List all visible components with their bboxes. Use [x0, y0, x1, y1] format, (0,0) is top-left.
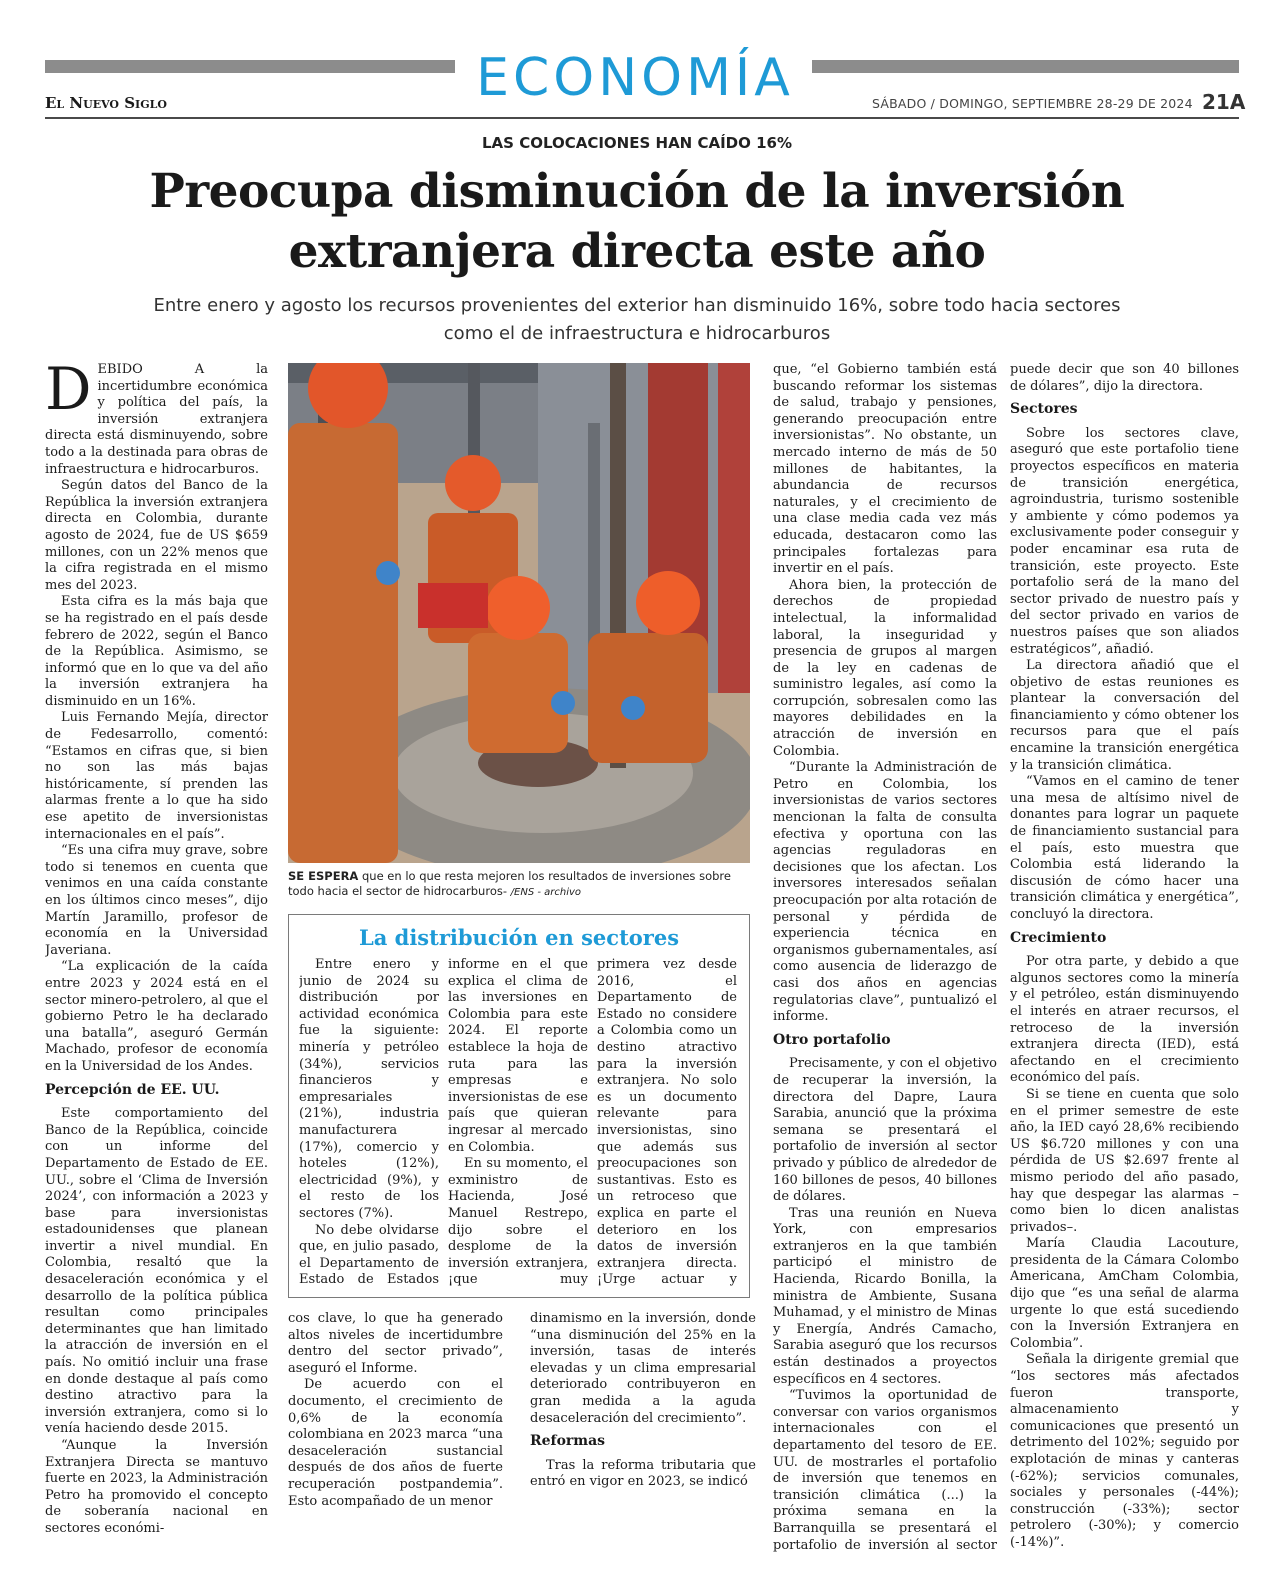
article-column-4: [1010, 362, 1239, 1552]
paragraph: “Vamos en el camino de tener una mesa de altísimo nivel de donantes para lograr un paquete de financiamiento sustancial para el país, esto muestra que Colombia está liderando la discusión de cómo hacer una transición climática y energética”, concluyó la directora.: [1010, 774, 1239, 922]
paragraph: “La explicación de la caída entre 2023 y 2024 está en el sector minero-petrolero, al que el gobierno Petro le ha declarado una batalla”, aseguró Germán Machado, profesor de economía en la Universidad de los Andes.: [45, 959, 268, 1074]
subheading: Sectores: [1010, 401, 1078, 418]
page-number: 21A: [1202, 90, 1246, 114]
header-divider: [45, 117, 1239, 119]
subheading: Crecimiento: [1010, 929, 1107, 946]
paragraph: Esta cifra es la más baja que se ha registrado en el país desde febrero de 2022, según el Banco de la República. Asimismo, se informó que en lo que va del año la inversión extranjera ha disminuido en un 16%.: [45, 594, 268, 709]
paragraph: Precisamente, y con el objetivo de recuperar la inversión, la directora del Dapre, Laura Sarabia, anunció que la próxima semana se presentará el portafolio de inversión al sector privado y público de alrededor de 160 billones de pesos, 40 billones de dólares.: [773, 1056, 997, 1205]
paragraph: Señala la dirigente gremial que “los sectores más afectados fueron transporte, almacenamiento y comunicaciones que presentó un detrimento del 102%; seguido por explotación de minas y canteras (-62%); servicios comunales, sociales y personales (-44%); construcción (-33%); sector petrolero (-30%); y comercio (-14%)”.: [1010, 1352, 1239, 1550]
box-column-2: informe en el que explica el clima de las inversiones en Colombia para este 2024. El reporte establece la hoja de ruta para las empresas e inversionistas de ese país que quieran ingresar al mercado en Colombia. En su momento, el exministro de Hacienda, José Manuel Restrepo, dijo sobre el desplome de la inversión extranjera, ¡que muy: [448, 957, 588, 1287]
paragraph: Según datos del Banco de la República la inversión extranjera directa en Colombia, durante agosto de 2024, fue de US $659 millones, con un 22% menos que la cifra registrada en el mismo mes del 2023.: [45, 478, 268, 593]
paragraph: Luis Fernando Mejía, director de Fedesarrollo, comentó: “Estamos en cifras que, si bien no son las más bajas históricamente, sí prenden las alarmas frente a lo que ha sido ese apetito de inversionistas internacionales en el país”.: [45, 710, 268, 842]
paragraph: Tras una reunión en Nueva York, con empresarios extranjeros en la que también participó el ministro de Hacienda, Ricardo Bonilla, la ministra de Ambiente, Susana Muhamad, y el ministro de Minas y Energía, Andrés Camacho, Sarabia aseguró que los recursos están destinados a proyectos específicos en 4 sectores.: [773, 1205, 997, 1387]
paragraph: que, “el Gobierno también está buscando reformar los sistemas de salud, trabajo y pensiones, generando preocupación entre inversionistas”. No obstante, un mercado interno de más de 50 millones de habitantes, la abundancia de recursos naturales, y el crecimiento de una clase media cada vez más educada, destacaron como las principales fortalezas para invertir en el país.: [773, 362, 997, 577]
paragraph: Por otra parte, y debido a que algunos sectores como la minería y el petróleo, están disminuyendo el interés en atraer recursos, el retroceso de la inversión extranjera directa (IED), está afectando en el crecimiento económico del país.: [1010, 954, 1239, 1086]
header-rule-left: [45, 60, 455, 73]
box-column-1: Entre enero y junio de 2024 su distribución por actividad económica fue la siguiente: minería y petróleo (34%), servicios financieros y empresariales (21%), industria manufacturera (17%), comercio y hoteles (12%), electricidad (9%), y el resto de los sectores (7%). No debe olvidarse que, en julio pasado, el Departamento de Estado de Estados: [299, 957, 439, 1287]
paragraph: puede decir que son 40 billones de dólares”, dijo la directora.: [1010, 362, 1239, 394]
paragraph: Sobre los sectores clave, aseguró que este portafolio tiene proyectos específicos en materia de transición energética, agroindustria, turismo sostenible y ambiente y cómo podemos ya exclusivamente poder conseguir y poder encaminar esa ruta de transición, este proyecto. Este portafolio será de la mano del sector privado de nuestro país y del sector privado en varios de nuestros países que son aliados estratégicos”, añadió.: [1010, 425, 1239, 657]
section-title: ECONOMÍA: [476, 48, 794, 108]
article-kicker: LAS COLOCACIONES HAN CAÍDO 16%: [482, 134, 792, 152]
box-column-3: primera vez desde 2016, el Departamento de Estado no considere a Colombia como un destino atractivo para la inversión extranjera. No solo es un documento relevante para inversionistas, sino que además sus preocupaciones son sustantivas. Esto es un retroceso que explica en parte el deterioro en los datos de inversión extranjera directa. ¡Urge actuar y: [597, 957, 737, 1287]
article-column-2a: [288, 1311, 503, 1551]
paragraph: “Durante la Administración de Petro en Colombia, los inversionistas de varios sectores mencionan la falta de consulta efectiva y oportuna con las agencias reguladoras en decisiones que los afectan. Los inversores interesados señalan preocupación por alta rotación de personal y pérdida de experiencia técnica en organismos gubernamentales, así como ausencia de liderazgo de casi dos años en agencias regulatorias clave”, puntualizó el informe.: [773, 760, 997, 1025]
oil-rig-workers-photo: [288, 363, 750, 863]
photo-credit: /ENS - archivo: [510, 887, 582, 898]
header-rule-right: [812, 60, 1239, 73]
newspaper-brand: El Nuevo Siglo: [45, 94, 167, 112]
subheading: Percepción de EE. UU.: [45, 1081, 220, 1098]
paragraph: “Es una cifra muy grave, sobre todo si tenemos en cuenta que venimos en una caída constante en los últimos cinco meses”, dijo Martín Jaramillo, profesor de economía en la Universidad Javeriana.: [45, 843, 268, 958]
subheading: Reformas: [530, 1433, 606, 1450]
article-column-1: [45, 362, 268, 1552]
issue-date: SÁBADO / DOMINGO, SEPTIEMBRE 28-29 DE 2024: [872, 96, 1193, 111]
lead-paragraph: DEBIDO A la incertidumbre económica y política del país, la inversión extranjera directa está disminuyendo, sobre todo a la destinada para obras de infraestructura e hidrocarburos.: [45, 362, 268, 477]
drop-cap: D: [45, 362, 92, 423]
paragraph: Este comportamiento del Banco de la República, coincide con un informe del Departamento de Estado de EE. UU., sobre el ‘Clima de Inversión 2024’, con información a 2023 y base para inversionistas estadounidenses que planean invertir a nivel mundial. En Colombia, resaltó que la desaceleración económica y el desarrollo de la política pública resultan como principales determinantes que han limitado la atracción de inversión en el país. No omitió incluir una frase en donde destaque al país como destino atractivo para la inversión extranjera, como si lo venía haciendo desde 2015.: [45, 1106, 268, 1437]
subheading: Otro portafolio: [773, 1031, 891, 1048]
paragraph: Tras la reforma tributaria que entró en vigor en 2023, se indicó: [530, 1457, 756, 1490]
paragraph: “Aunque la Inversión Extranjera Directa se mantuvo fuerte en 2023, la Administración Petro ha promovido el concepto de soberanía nacional en sectores económi-: [45, 1438, 268, 1536]
sector-distribution-box: [288, 914, 750, 1298]
article-deck: Entre enero y agosto los recursos provenientes del exterior han disminuido 16%, sobre todo hacia sectores como el de infraestructura e hidrocarburos: [153, 295, 1121, 344]
photo-caption: SE ESPERA que en lo que resta mejoren los resultados de inversiones sobre todo hacia el sector de hidrocarburos- /ENS - archivo: [288, 869, 731, 898]
paragraph: cos clave, lo que ha generado altos niveles de incertidumbre dentro del sector privado”, aseguró el Informe.: [288, 1311, 503, 1376]
paragraph: “Tuvimos la oportunidad de conversar con varios organismos internacionales con el departamento del tesoro de EE. UU. de mostrarles el portafolio de inversión que tenemos en transición climática (...) la próxima semana en la Barranquilla se presentará el portafolio de inversión al sector: [773, 1388, 997, 1552]
paragraph: María Claudia Lacouture, presidenta de la Cámara Colombo Americana, AmCham Colombia, dijo que “es una señal de alarma urgente lo que está sucediendo con la Inversión Extranjera en Colombia”.: [1010, 1236, 1239, 1351]
paragraph: La directora añadió que el objetivo de estas reuniones es plantear la conversación del financiamiento y cómo obtener los recursos para que el país encamine la transición energética y la transición climática.: [1010, 658, 1239, 773]
paragraph: Ahora bien, la protección de derechos de propiedad intelectual, la informalidad laboral, la inseguridad y presencia de grupos al margen de la ley en cadenas de suministro legales, así como la corrupción, sobresalen como las mayores debilidades en la atracción de inversión en Colombia.: [773, 577, 997, 759]
article-headline: Preocupa disminución de la inversión extranjera directa este año: [149, 164, 1125, 279]
article-column-2b: [530, 1311, 756, 1551]
box-title: La distribución en sectores: [358, 925, 680, 950]
article-column-3: [773, 362, 997, 1552]
paragraph: dinamismo en la inversión, donde “una disminución del 25% en la inversión, tasas de interés elevadas y un clima empresarial deteriorado contribuyeron en gran medida a la aguda desaceleración del crecimiento”.: [530, 1311, 756, 1426]
paragraph: Si se tiene en cuenta que solo en el primer semestre de este año, la IED cayó 28,6% recibiendo US $6.720 millones y con una pérdida de US $2.697 frente al mismo periodo del año pasado, hay que despegar las alarmas –como bien lo dicen analistas privados–.: [1010, 1086, 1239, 1235]
paragraph: De acuerdo con el documento, el crecimiento de 0,6% de la economía colombiana en 2023 marca “una desaceleración sustancial después de dos años de fuerte recuperación postpandemia”. Esto acompañado de un menor: [288, 1377, 503, 1509]
